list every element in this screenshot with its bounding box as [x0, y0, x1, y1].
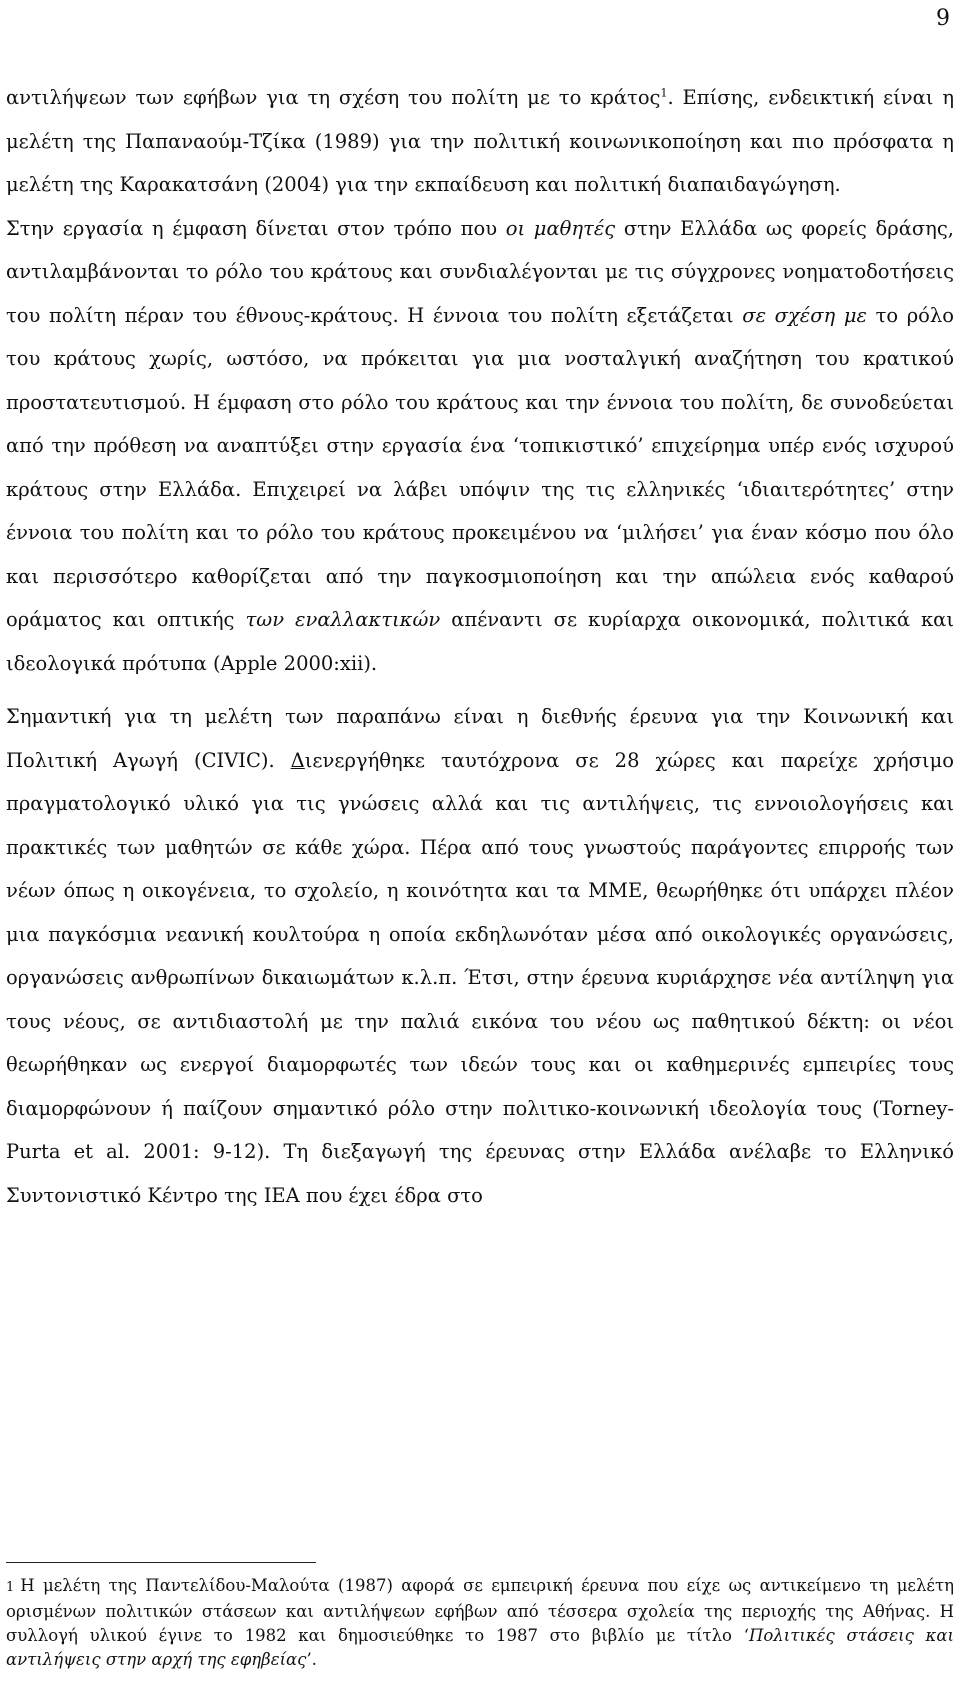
footnote	[6, 1574, 954, 1672]
emphasized-text: οι μαθητές	[505, 216, 616, 240]
text-run: στην Ελλάδα ως φορείς δράσης, αντιλαμβάνονται το ρόλο του κράτους και συνδιαλέγονται με τις σύγχρονες νοηματοδοτήσεις του πολίτη πέραν του έθνους-κράτους. Η έννοια του πολίτη εξετάζεται	[6, 216, 954, 327]
footnote-separator	[6, 1562, 316, 1563]
text-run: το ρόλο του κράτους χωρίς, ωστόσο, να πρόκειται για μια νοσταλγική αναζήτηση του κρατικού προστατευτισμού. Η έμφαση στο ρόλο του κράτους και την έννοια του πολίτη, δε συνοδεύεται από την πρόθεση να αναπτύξει στην εργασία ένα ‘τοπικιστικό’ επιχείρημα υπέρ ενός ισχυρού κράτους στην Ελλάδα. Επιχειρεί να λάβει υπόψιν της τις ελληνικές ‘ιδιαιτερότητες’ στην έννοια του πολίτη και το ρόλο του κράτους προκειμένου να ‘μιλήσει’ για έναν κόσμο που όλο και περισσότερο καθορίζεται από την παγκοσμιοποίηση και την απώλεια ενός καθαρού οράματος και οπτικής	[6, 303, 954, 631]
text-run: Σημαντική για τη μελέτη των παραπάνω είναι η διεθνής έρευνα για την Κοινωνική και Πολιτική Αγωγή (CIVIC).	[6, 705, 954, 772]
footnote-reference: 1	[660, 86, 668, 100]
body-text	[6, 76, 954, 1217]
footnote-mark: 1	[6, 1580, 15, 1595]
page-number: 9	[936, 6, 950, 31]
underlined-text: Δ	[290, 748, 305, 772]
text-run: αντιλήψεων των εφήβων για τη σχέση του πολίτη με το κράτος	[6, 86, 661, 109]
text-run: ’.	[306, 1650, 317, 1669]
paragraph-civic-study	[6, 695, 954, 1217]
footnote-text	[6, 1576, 954, 1669]
emphasized-text: των εναλλακτικών	[245, 608, 441, 631]
text-run: απέναντι σε κυρίαρχα οικονομικά, πολιτικά και ιδεολογικά πρότυπα (Apple 2000:xii).	[6, 608, 954, 675]
paragraph-focus	[6, 207, 954, 686]
emphasized-text: σε σχέση με	[742, 303, 867, 327]
text-run: Η μελέτη της Παντελίδου-Μαλούτα (1987) αφορά σε εμπειρική έρευνα που είχε ως αντικείμενο τη μελέτη ορισμένων πολιτικών στάσεων και αντιλήψεων εφήβων από τέσσερα σχολεία της περιοχής της Αθήνας. Η συλλογή υλικού έγινε το 1982 και δημοσιεύθηκε το 1987 στο βιβλίο με τίτλο ‘	[6, 1576, 954, 1645]
text-run: . Επίσης, ενδεικτική είναι η μελέτη της Παπαναούμ-Τζίκα (1989) για την πολιτική κοινωνικοποίηση και πιο πρόσφατα η μελέτη της Καρακατσάνη (2004) για την εκπαίδευση και πολιτική διαπαιδαγώγηση.	[6, 86, 954, 196]
emphasized-text: Πολιτικές στάσεις και αντιλήψεις στην αρχή της εφηβείας	[6, 1626, 954, 1669]
text-run: Στην εργασία η έμφαση δίνεται στον τρόπο που	[6, 216, 506, 240]
paragraph-intro	[6, 76, 954, 207]
text-run: ιενεργήθηκε ταυτόχρονα σε 28 χώρες και παρείχε χρήσιμο πραγματολογικό υλικό για τις γνώσεις αλλά και τις αντιλήψεις, τις εννοιολογήσεις και πρακτικές των μαθητών σε κάθε χώρα. Πέρα από τους γνωστούς παράγοντες επιρροής των νέων όπως η οικογένεια, το σχολείο, η κοινότητα και τα ΜΜΕ, θεωρήθηκε ότι υπάρχει πλέον μια παγκόσμια νεανική κουλτούρα η οποία εκδηλωνόταν μέσα από οικολογικές οργανώσεις, οργανώσεις ανθρωπίνων δικαιωμάτων κ.λ.π. Έτσι, στην έρευνα κυριάρχησε νέα αντίληψη για τους νέους, σε αντιδιαστολή με την παλιά εικόνα του νέου ως παθητικού δέκτη: οι νέοι θεωρήθηκαν ως ενεργοί διαμορφωτές των ιδεών τους και οι καθημερινές εμπειρίες τους διαμορφώνουν ή παίζουν σημαντικό ρόλο στην πολιτικο-κοινωνική ιδεολογία τους (Torney-Purta et al. 2001: 9-12). Τη διεξαγωγή της έρευνας στην Ελλάδα ανέλαβε το Ελληνικό Συντονιστικό Κέντρο της ΙΕΑ που έχει έδρα στο	[6, 748, 954, 1207]
